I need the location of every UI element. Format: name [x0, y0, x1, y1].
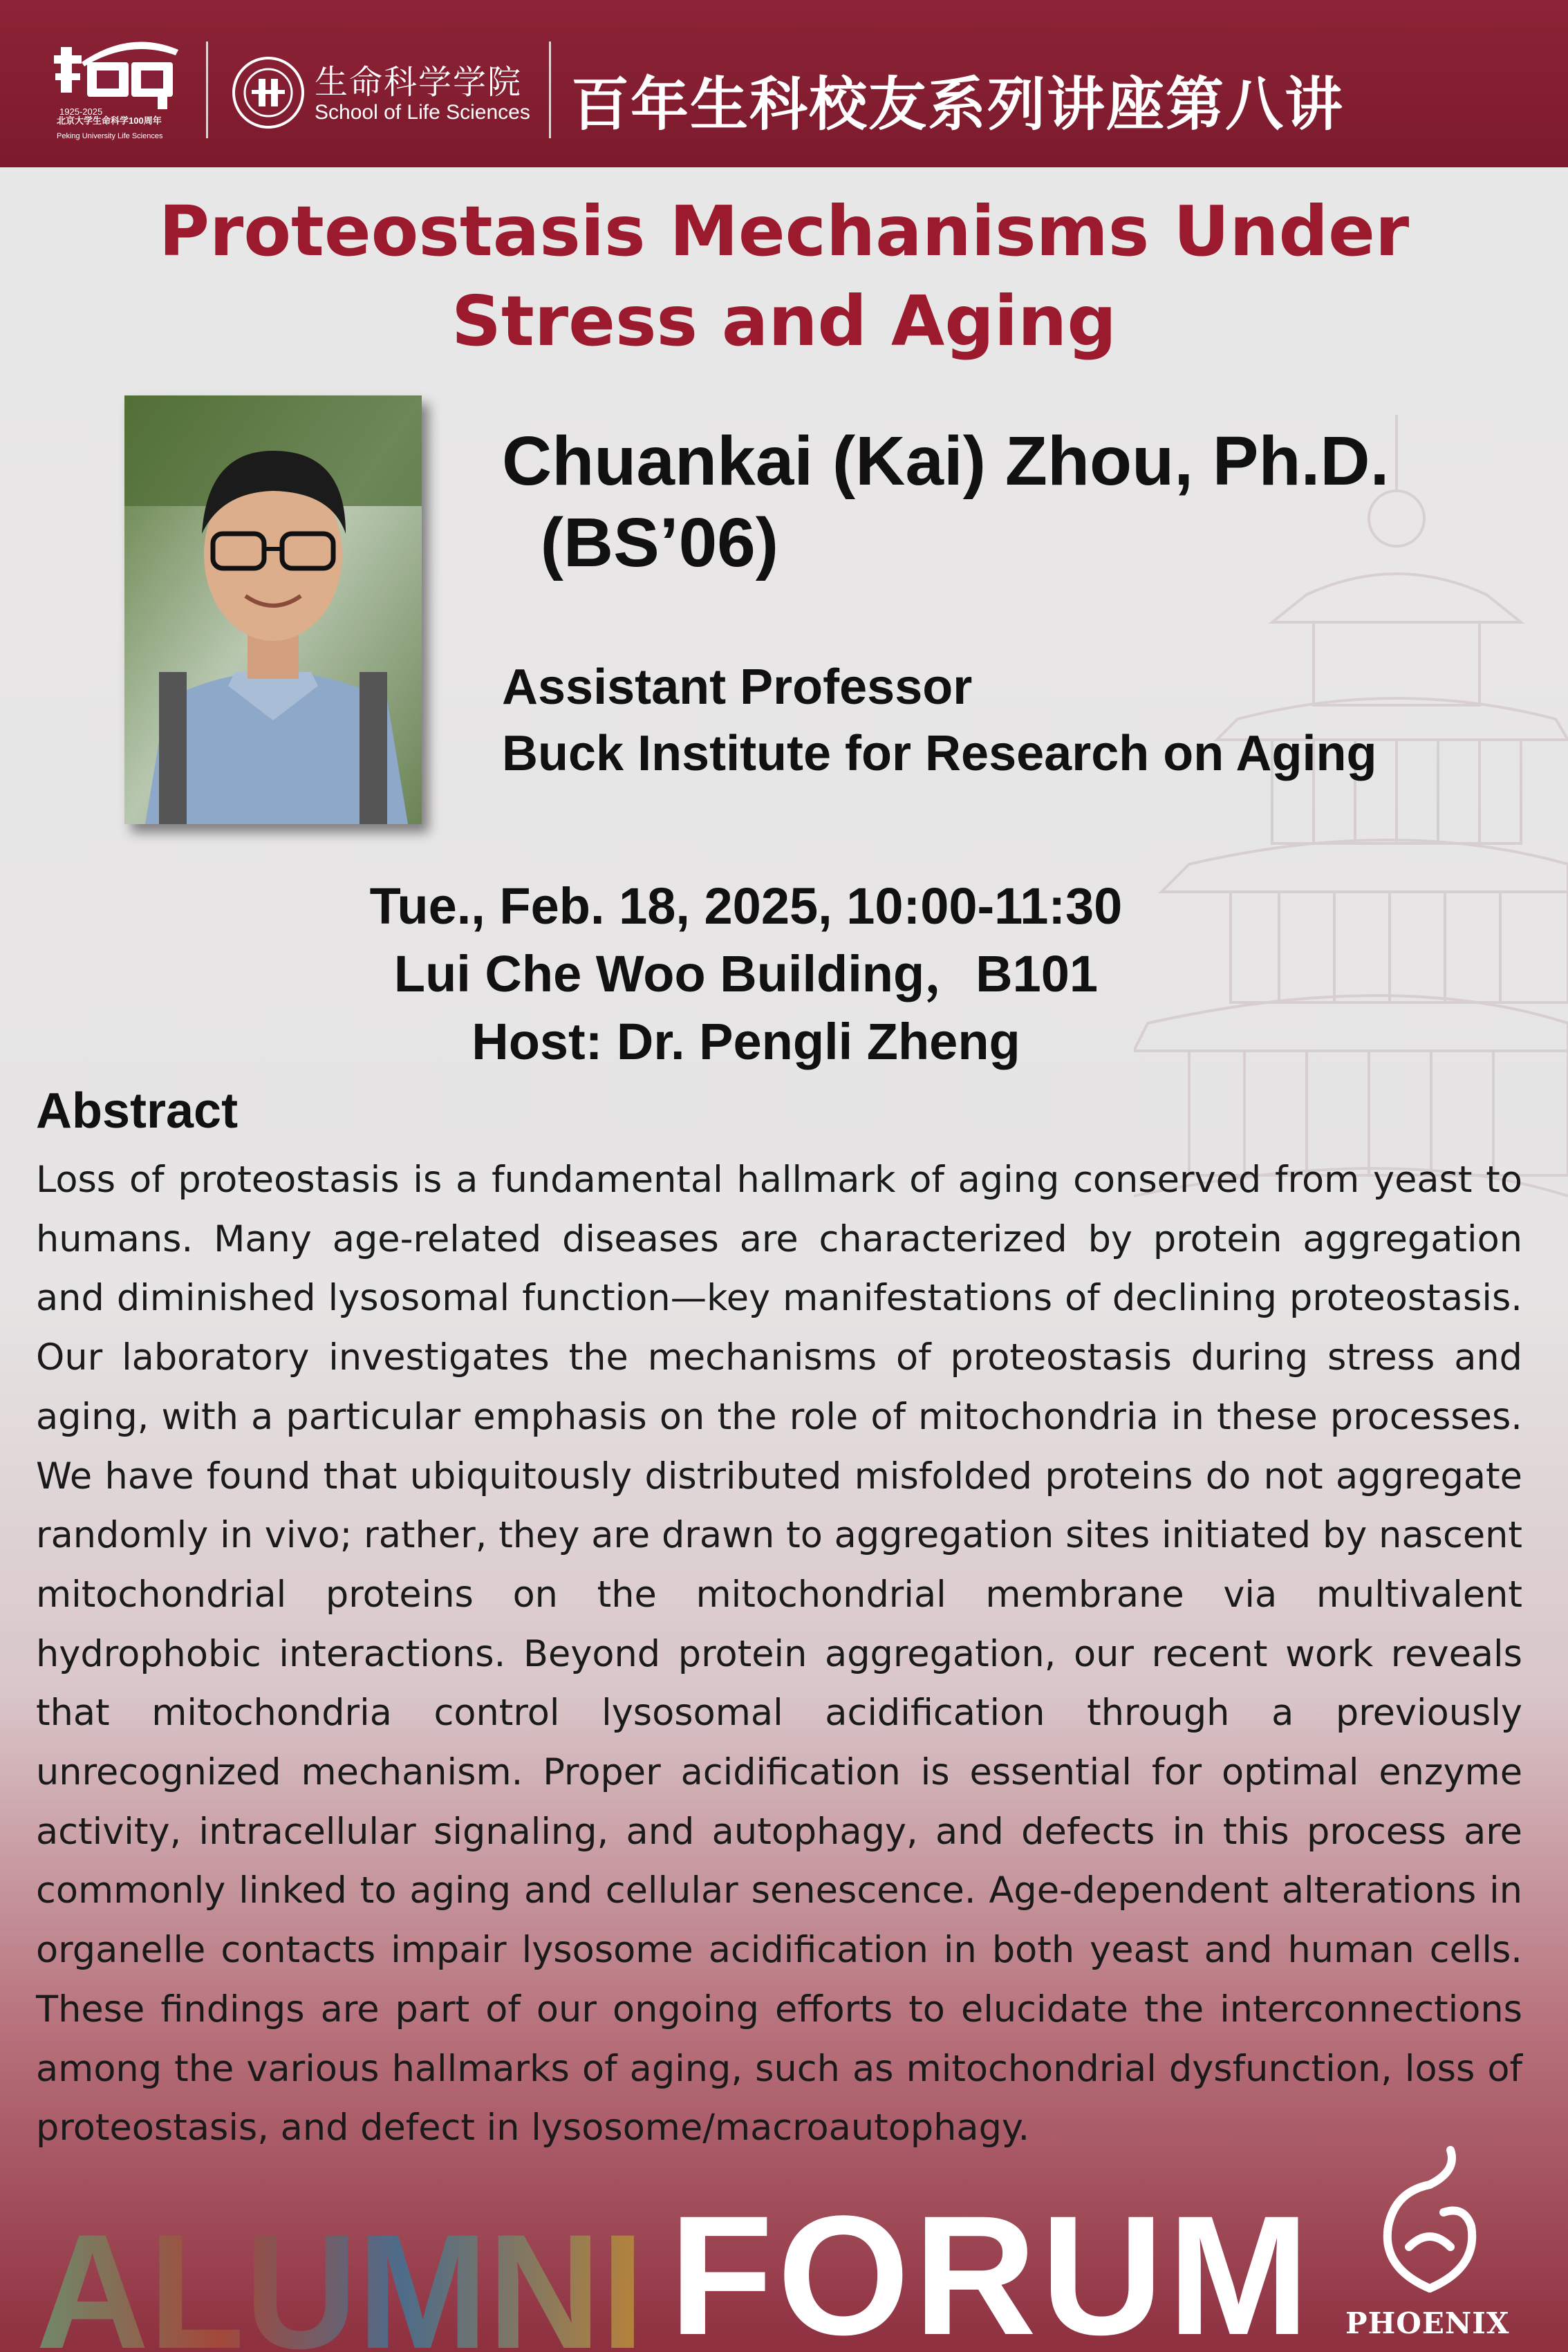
- speaker-name: [502, 420, 1389, 584]
- talk-title-line1: Proteostasis Mechanisms Under: [158, 191, 1410, 272]
- talk-title-line2: Stress and Aging: [451, 281, 1117, 362]
- event-host: Host: Dr. Pengli Zheng: [472, 1013, 1020, 1070]
- alumni-graphic-word: [36, 2212, 644, 2352]
- abstract-body: Loss of proteostasis is a fundamental hallmark of aging conserved from yeast to humans. Many age-related diseases are characterized by protein aggregation and diminished lysosomal function—key manifestations of declining proteostasis. Our laboratory investigates the mechanisms of proteostasis during stress and aging, with a particular emphasis on the role of mitochondria in these processes. We have found that ubiquitously distributed misfolded proteins do not aggregate randomly in vivo; rather, they are drawn to aggregation sites initiated by nascent mitochondrial proteins on the mitochondrial membrane via multivalent hydrophobic interactions. Beyond protein aggregation, our recent work reveals that mitochondria control lysosomal acidification through a previously unrecognized mechanism. Proper acidification is essential for optimal enzyme activity, intracellular signaling, and autophagy, and defects in this process are commonly linked to aging and cellular senescence. Age-dependent alterations in organelle contacts impair lysosome acidification in both yeast and human cells. These findings are part of our ongoing efforts to elucidate the interconnections among the various hallmarks of aging, such as mitochondrial dysfunction, loss of proteostasis, and defect in lysosome/macroautophagy.: [36, 1159, 1522, 2149]
- logo-years: 1925-2025: [59, 106, 103, 117]
- event-datetime: Tue., Feb. 18, 2025, 10:00-11:30: [369, 877, 1123, 935]
- talk-title: [0, 187, 1568, 366]
- centennial-logo-icon: [54, 35, 192, 111]
- series-title: 百年生科校友系列讲座第八讲: [571, 72, 1345, 137]
- speaker-institution: Buck Institute for Research on Aging: [502, 726, 1377, 781]
- forum-word: FORUM: [669, 2181, 1314, 2352]
- event-location: Lui Che Woo Building，B101: [393, 945, 1099, 1002]
- school-name-cn: 生命科学学院: [315, 64, 523, 101]
- event-details: [0, 872, 1568, 1076]
- speaker-photo: [124, 395, 422, 824]
- logo-caption: [57, 104, 195, 144]
- phoenix-logo-icon: [1361, 2143, 1499, 2295]
- header-bar: [0, 0, 1568, 167]
- logo-caption-cn: 北京大学生命科学100周年: [57, 115, 162, 126]
- speaker-name-line2: (BS’06): [502, 504, 779, 581]
- abstract-heading: Abstract: [36, 1083, 239, 1139]
- speaker-name-line1: Chuankai (Kai) Zhou, Ph.D.: [502, 422, 1390, 500]
- logo-caption-en: Peking University Life Sciences: [57, 132, 163, 140]
- header-divider: [549, 41, 551, 138]
- school-name-en: School of Life Sciences: [315, 101, 530, 124]
- speaker-affiliation: [502, 654, 1376, 787]
- speaker-position: Assistant Professor: [502, 660, 973, 715]
- alumni-word: ALUMNI: [36, 2212, 644, 2352]
- pku-seal-icon: [231, 55, 306, 130]
- header-divider: [206, 41, 208, 138]
- phoenix-label: PHOENIX: [1345, 2306, 1510, 2340]
